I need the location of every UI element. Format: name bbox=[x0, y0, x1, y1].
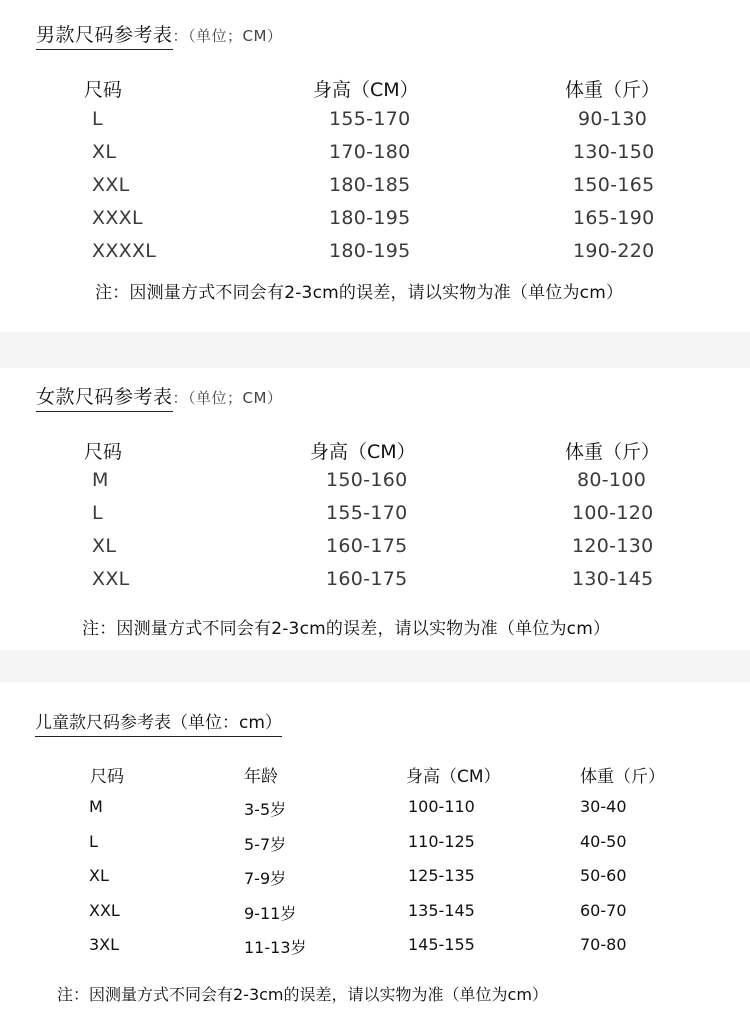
kids-row-weight: 30-40 bbox=[580, 797, 627, 816]
women-row-height: 160-175 bbox=[326, 535, 408, 557]
men-row-weight: 150-165 bbox=[573, 174, 655, 196]
kids-row-height: 110-125 bbox=[408, 832, 475, 851]
men-row-weight: 90-130 bbox=[578, 108, 648, 130]
kids-row-size: XXL bbox=[89, 901, 120, 920]
men-row-weight: 165-190 bbox=[573, 207, 655, 229]
women-row-height: 160-175 bbox=[326, 568, 408, 590]
kids-row-size: 3XL bbox=[89, 935, 120, 954]
kids-row-height: 145-155 bbox=[408, 935, 475, 954]
men-title-text: 男款尺码参考表 bbox=[36, 24, 173, 50]
women-row-weight: 80-100 bbox=[577, 469, 647, 491]
women-header-size: 尺码 bbox=[84, 441, 123, 463]
kids-size-chart-title bbox=[35, 708, 282, 733]
men-title-unit: ：（单位；CM） bbox=[172, 27, 283, 45]
women-row-weight: 120-130 bbox=[572, 535, 654, 557]
kids-row-size: M bbox=[89, 797, 103, 816]
women-row-size: M bbox=[92, 469, 109, 491]
women-row-height: 150-160 bbox=[326, 469, 408, 491]
kids-header-size: 尺码 bbox=[90, 767, 124, 787]
kids-row-age: 9-11岁 bbox=[244, 904, 297, 923]
women-row-height: 155-170 bbox=[326, 502, 408, 524]
women-row-weight: 100-120 bbox=[572, 502, 654, 524]
women-row-weight: 130-145 bbox=[572, 568, 654, 590]
kids-row-age: 5-7岁 bbox=[244, 835, 287, 854]
men-row-size: XXXXL bbox=[92, 240, 157, 262]
men-row-weight: 130-150 bbox=[573, 141, 655, 163]
kids-row-age: 7-9岁 bbox=[244, 869, 287, 888]
kids-row-age: 11-13岁 bbox=[244, 938, 307, 957]
women-title-text: 女款尺码参考表 bbox=[36, 386, 173, 412]
kids-row-weight: 60-70 bbox=[580, 901, 627, 920]
men-header-weight: 体重（斤） bbox=[565, 79, 661, 101]
men-row-size: XL bbox=[92, 141, 117, 163]
section-divider bbox=[0, 650, 750, 682]
women-row-size: XXL bbox=[92, 568, 130, 590]
men-row-height: 155-170 bbox=[329, 108, 411, 130]
men-header-height: 身高（CM） bbox=[313, 79, 419, 101]
men-row-height: 180-195 bbox=[329, 240, 411, 262]
kids-row-height: 100-110 bbox=[408, 797, 475, 816]
kids-row-size: XL bbox=[89, 866, 109, 885]
kids-row-weight: 70-80 bbox=[580, 935, 627, 954]
men-row-size: L bbox=[92, 108, 103, 130]
kids-row-size: L bbox=[89, 832, 98, 851]
kids-row-age: 3-5岁 bbox=[244, 800, 287, 819]
men-size-chart-title bbox=[36, 20, 282, 47]
women-row-size: L bbox=[92, 502, 103, 524]
women-size-chart-title bbox=[36, 382, 282, 409]
kids-header-weight: 体重（斤） bbox=[580, 767, 665, 787]
kids-measurement-note: 注：因测量方式不同会有2-3cm的误差，请以实物为准（单位为cm） bbox=[57, 985, 548, 1004]
women-header-weight: 体重（斤） bbox=[565, 441, 661, 463]
women-title-unit: ：（单位；CM） bbox=[172, 389, 283, 407]
women-measurement-note: 注：因测量方式不同会有2-3cm的误差，请以实物为准（单位为cm） bbox=[82, 619, 611, 639]
women-header-height: 身高（CM） bbox=[310, 441, 416, 463]
men-row-height: 180-185 bbox=[329, 174, 411, 196]
men-row-weight: 190-220 bbox=[573, 240, 655, 262]
kids-header-age: 年龄 bbox=[244, 767, 278, 787]
kids-row-height: 135-145 bbox=[408, 901, 475, 920]
men-measurement-note: 注：因测量方式不同会有2-3cm的误差，请以实物为准（单位为cm） bbox=[95, 283, 624, 303]
men-row-size: XXL bbox=[92, 174, 130, 196]
kids-title-text: 儿童款尺码参考表（单位：cm） bbox=[35, 713, 282, 737]
men-row-height: 170-180 bbox=[329, 141, 411, 163]
kids-row-height: 125-135 bbox=[408, 866, 475, 885]
section-divider bbox=[0, 332, 750, 368]
kids-header-height: 身高（CM） bbox=[406, 767, 501, 787]
men-row-height: 180-195 bbox=[329, 207, 411, 229]
men-row-size: XXXL bbox=[92, 207, 143, 229]
kids-row-weight: 40-50 bbox=[580, 832, 627, 851]
men-header-size: 尺码 bbox=[84, 79, 123, 101]
kids-row-weight: 50-60 bbox=[580, 866, 627, 885]
women-row-size: XL bbox=[92, 535, 117, 557]
